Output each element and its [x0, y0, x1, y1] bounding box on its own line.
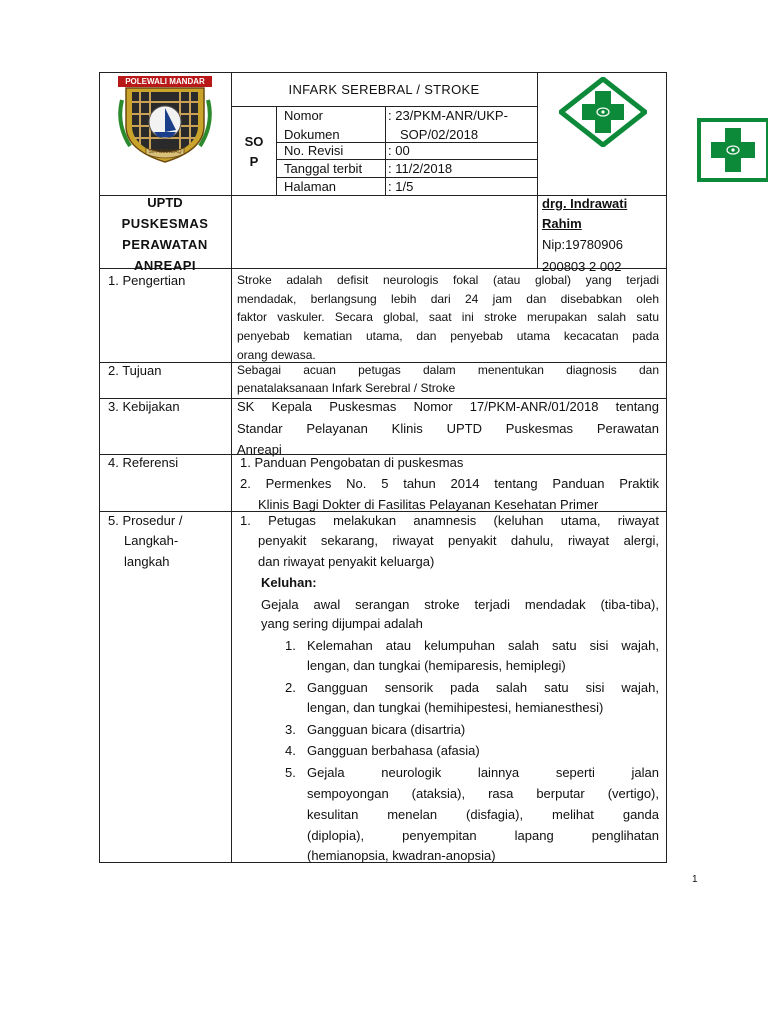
- symptom-number: 4.: [285, 743, 296, 758]
- org-line: PERAWATAN: [122, 237, 208, 252]
- regency-logo: [112, 74, 218, 164]
- field-value-halaman: : 1/5: [388, 179, 414, 194]
- text-line: 1. Petugas melakukan anamnesis (keluhan utama, riwayat: [240, 513, 659, 528]
- field-value-revisi: : 00: [388, 143, 410, 158]
- field-label-tanggal: Tanggal terbit: [284, 161, 363, 176]
- section-label-tujuan: 2. Tujuan: [108, 363, 162, 378]
- text-line: Standar Pelayanan Klinis UPTD Puskesmas Perawatan: [237, 421, 659, 436]
- org-line: ANREAPI: [133, 258, 196, 273]
- section-label-referensi: 4. Referensi: [108, 455, 179, 470]
- field-value-nomor: : 23/PKM-ANR/UKP-: [388, 108, 508, 123]
- field-value-dokumen: SOP/02/2018: [400, 127, 479, 142]
- puskesmas-logo-secondary: [697, 118, 768, 182]
- section-label-line: Langkah-: [124, 533, 179, 548]
- symptom-number: 1.: [285, 638, 296, 653]
- signer-name-2: Rahim: [542, 216, 582, 231]
- org-line: UPTD: [147, 195, 183, 210]
- signer-name-1: drg. Indrawati: [542, 196, 628, 211]
- page-number: 1: [692, 874, 698, 885]
- field-label-dokumen: Dokumen: [284, 127, 340, 142]
- field-label-revisi: No. Revisi: [284, 143, 344, 158]
- symptom-number: 3.: [285, 722, 296, 737]
- document-title: INFARK SEREBRAL / STROKE: [288, 82, 480, 97]
- symptom-line: lengan, dan tungkai (hemiparesis, hemiplegi): [307, 658, 566, 673]
- text-line: Gejala awal serangan stroke terjadi mendadak (tiba-tiba),: [261, 597, 659, 612]
- field-value-tanggal: : 11/2/2018: [388, 161, 453, 176]
- field-label-nomor: Nomor: [284, 108, 324, 123]
- text-line: Sebagai acuan petugas dalam menentukan diagnosis dan: [237, 363, 659, 377]
- text-line: penyakit sekarang, riwayat penyakit dahulu, riwayat alergi,: [258, 533, 659, 548]
- section-label-kebijakan: 3. Kebijakan: [108, 399, 180, 414]
- section-label-pengertian: 1. Pengertian: [108, 273, 186, 288]
- section-label-line: 5. Prosedur /: [108, 513, 183, 528]
- text-line: yang sering dijumpai adalah: [261, 616, 423, 631]
- signer-nip-1: Nip:19780906: [542, 237, 623, 252]
- symptom-line: Gangguan berbahasa (afasia): [307, 743, 480, 758]
- section-label-line: langkah: [124, 554, 170, 569]
- symptom-line: Gangguan bicara (disartria): [307, 722, 466, 737]
- symptom-line: kesulitan menelan (disfagia), melihat ganda: [307, 807, 659, 822]
- symptom-line: Gangguan sensorik pada salah satu sisi wajah,: [307, 680, 659, 695]
- text-line: penyebab kematian utama, dan penyebab utama kecacatan pada: [237, 329, 659, 343]
- field-label-halaman: Halaman: [284, 179, 337, 194]
- text-line: mendadak, berlangsung lebih dari 24 jam dan disebabkan oleh: [237, 292, 659, 306]
- text-line: Stroke adalah defisit neurologis fokal (atau global) yang terjadi: [237, 273, 659, 287]
- symptom-number: 2.: [285, 680, 296, 695]
- text-line: Anreapi: [237, 442, 282, 457]
- text-line: dan riwayat penyakit keluarga): [258, 554, 435, 569]
- symptom-line: sempoyongan (ataksia), rasa berputar (vertigo),: [307, 786, 659, 801]
- logo-banner-text: POLEWALI MANDAR: [125, 77, 205, 86]
- symptom-line: (diplopia), penyempitan lapang penglihatan: [307, 828, 659, 843]
- symptom-line: lengan, dan tungkai (hemihipestesi, hemianesthesi): [307, 700, 604, 715]
- symptom-line: Kelemahan atau kelumpuhan salah satu sisi wajah,: [307, 638, 659, 653]
- signer-nip-2: 200803 2 002: [542, 259, 622, 274]
- text-line: faktor vaskuler. Secara global, saat ini stroke merupakan salah satu: [237, 310, 659, 324]
- sop-label-2: P: [249, 154, 259, 169]
- symptom-line: Gejala neurologik lainnya seperti jalan: [307, 765, 659, 780]
- text-line: SK Kepala Puskesmas Nomor 17/PKM-ANR/01/2018 tentang: [237, 399, 659, 414]
- puskesmas-logo: [559, 77, 647, 147]
- logo-motto-text: SIPAMANDAQ: [148, 149, 182, 155]
- list-item: Klinis Bagi Dokter di Fasilitas Pelayanan Kesehatan Primer: [258, 497, 599, 512]
- sop-label-1: SO: [244, 134, 264, 149]
- list-item: 1. Panduan Pengobatan di puskesmas: [240, 455, 464, 470]
- keluhan-title: Keluhan:: [261, 575, 317, 590]
- symptom-line: (hemianopsia, kwadran-anopsia): [307, 848, 496, 863]
- symptom-number: 5.: [285, 765, 296, 780]
- text-line: penatalaksanaan Infark Serebral / Stroke: [237, 381, 456, 395]
- text-line: orang dewasa.: [237, 348, 316, 362]
- org-line: PUSKESMAS: [121, 216, 209, 231]
- list-item: 2. Permenkes No. 5 tahun 2014 tentang Panduan Praktik: [240, 476, 659, 491]
